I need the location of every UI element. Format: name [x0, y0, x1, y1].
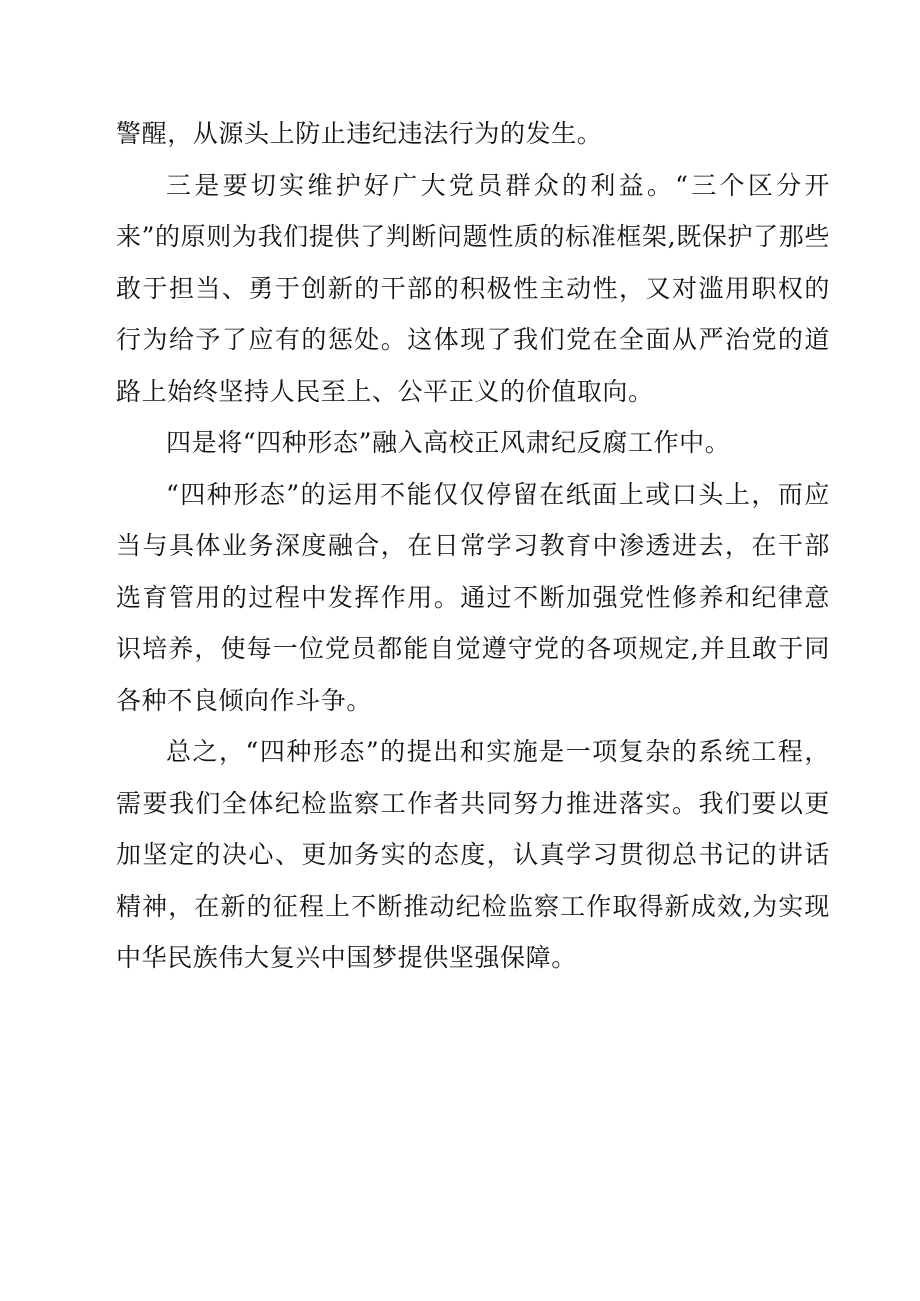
paragraph-point-three: 三是要切实维护好广大党员群众的利益。“三个区分开来”的原则为我们提供了判断问题性质的标准框架,既保护了那些敢于担当、勇于创新的干部的积极性主动性，又对滥用职权的行为给予了应有的惩处。这体现了我们党在全面从严治党的道路上始终坚持人民至上、公平正义的价值取向。: [116, 170, 830, 406]
paragraph-point-four-body: “四种形态”的运用不能仅仅停留在纸面上或口头上，而应当与具体业务深度融合，在日常学习教育中渗透进去，在干部选育管用的过程中发挥作用。通过不断加强党性修养和纪律意识培养，使每一位党员都能自觉遵守党的各项规定,并且敢于同各种不良倾向作斗争。: [116, 479, 830, 715]
document-body: [116, 108, 830, 984]
paragraph-conclusion: 总之，“四种形态”的提出和实施是一项复杂的系统工程，需要我们全体纪检监察工作者共同努力推进落实。我们要以更加坚定的决心、更加务实的态度，认真学习贯彻总书记的讲话精神，在新的征程上不断推动纪检监察工作取得新成效,为实现中华民族伟大复兴中国梦提供坚强保障。: [116, 737, 830, 972]
paragraph-point-four-heading: 四是将“四种形态”融入高校正风肃纪反腐工作中。: [166, 428, 731, 457]
paragraph-continuation: 警醒，从源头上防止违纪违法行为的发生。: [116, 119, 603, 148]
